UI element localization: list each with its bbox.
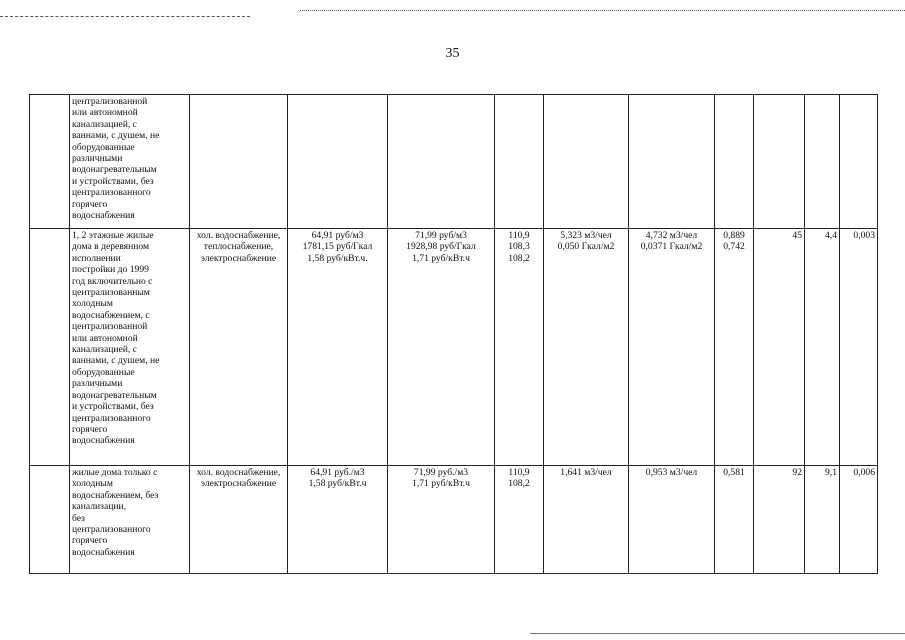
cell-text-line: 64,91 руб/м3 — [311, 230, 364, 241]
cell-value-2 — [805, 95, 840, 229]
cell-text-line: различными — [72, 153, 123, 165]
cell-text-line: 4,732 м3/чел — [645, 230, 698, 241]
scan-artifact-top-left — [0, 16, 250, 17]
cell-tariff-b — [388, 466, 495, 574]
cell-norm-b — [629, 95, 715, 229]
cell-text-line: 110,9 — [508, 467, 530, 478]
cell-text-line: канализации, — [72, 501, 127, 513]
cell-coefficient — [715, 95, 754, 229]
cell-text-line: 1,58 руб/кВт.ч — [308, 478, 367, 490]
cell-text-line: без — [72, 512, 85, 524]
cell-text-line: оборудованные — [72, 366, 135, 378]
cell-text-line: различными — [72, 378, 123, 390]
cell-text-line: 108,3 — [508, 241, 530, 253]
cell-text-line: 0,050 Гкал/м2 — [557, 241, 615, 253]
cell-text-line: электроснабжение — [200, 478, 277, 490]
cell-text-line: 0,0371 Гкал/м2 — [640, 241, 703, 253]
cell-tariff-b — [388, 95, 495, 229]
cell-text-line: водоснабжением, с — [72, 309, 150, 321]
cell-text-line: 0,003 — [853, 230, 875, 241]
cell-text-line: холодным — [72, 478, 113, 490]
cell-empty — [30, 466, 70, 574]
cell-text-line: 1, 2 этажные жилые — [72, 230, 154, 241]
cell-norm-b — [629, 229, 715, 466]
cell-services — [190, 95, 288, 229]
cell-value-1 — [754, 466, 805, 574]
cell-text-line: год включительно с — [72, 275, 153, 287]
cell-text-line: 108,2 — [508, 252, 530, 264]
tariff-table — [29, 94, 878, 574]
cell-text-line: 0,889 — [723, 230, 745, 241]
cell-text-line: водоснабжения — [72, 546, 135, 558]
cell-text-line: ваннами, с душем, не — [72, 355, 160, 367]
cell-text-line: 71,99 руб/м3 — [415, 230, 467, 241]
cell-text-line: ваннами, с душем, не — [72, 130, 160, 142]
cell-text-line: электроснабжение — [200, 252, 277, 264]
cell-text-line: горячего — [72, 535, 108, 547]
cell-services — [190, 466, 288, 574]
cell-tariff-a — [288, 229, 388, 466]
cell-index — [495, 466, 544, 574]
cell-text-line: 1,641 м3/чел — [560, 467, 612, 478]
cell-text-line: 4,4 — [825, 230, 837, 241]
cell-norm-b — [629, 466, 715, 574]
cell-text-line: 1,71 руб/кВт.ч — [412, 252, 470, 264]
cell-text-line: 45 — [792, 230, 802, 241]
cell-text-line: канализацией, с — [72, 344, 137, 356]
cell-text-line: водонагревательным — [72, 389, 157, 401]
cell-text-line: исполнении — [72, 252, 121, 264]
scan-artifact-top-right — [300, 10, 905, 11]
cell-tariff-a — [288, 466, 388, 574]
cell-text-line: 92 — [792, 467, 802, 478]
cell-text-line: горячего — [72, 423, 108, 435]
cell-text-line: 1,58 руб/кВт.ч. — [307, 252, 368, 264]
cell-description — [70, 466, 190, 574]
cell-text-line: и устройствами, без — [72, 401, 154, 413]
cell-value-1 — [754, 95, 805, 229]
cell-text-line: оборудованные — [72, 141, 135, 153]
cell-norm-a — [544, 229, 629, 466]
cell-tariff-b — [388, 229, 495, 466]
cell-text-line: жилые дома только с — [72, 467, 158, 478]
cell-text-line: или автономной — [72, 107, 138, 119]
cell-value-3 — [840, 95, 878, 229]
cell-text-line: водоснабжением, без — [72, 489, 159, 501]
cell-description — [70, 229, 190, 466]
cell-text-line: 1928,98 руб/Гкал — [406, 241, 476, 253]
cell-text-line: 64,91 руб./м3 — [310, 467, 365, 478]
cell-text-line: 71,99 руб./м3 — [413, 467, 469, 478]
cell-description — [70, 95, 190, 229]
cell-text-line: централизованной — [72, 96, 148, 107]
cell-text-line: централизованного — [72, 412, 151, 424]
table-row — [30, 229, 878, 466]
cell-text-line: 110,9 — [508, 230, 530, 241]
cell-tariff-a — [288, 95, 388, 229]
table-row — [30, 466, 878, 574]
cell-text-line: теплоснабжение, — [203, 241, 274, 253]
cell-text-line: 1,71 руб/кВт.ч — [412, 478, 470, 490]
cell-text-line: 108,2 — [508, 478, 530, 490]
cell-value-2 — [805, 466, 840, 574]
cell-text-line: и устройствами, без — [72, 175, 154, 187]
cell-norm-a — [544, 466, 629, 574]
cell-text-line: постройки до 1999 — [72, 264, 149, 276]
cell-text-line: централизованного — [72, 187, 151, 199]
cell-empty — [30, 95, 70, 229]
cell-text-line: 0,742 — [723, 241, 745, 253]
cell-value-3 — [840, 229, 878, 466]
cell-text-line: водонагревательным — [72, 164, 157, 176]
cell-empty — [30, 229, 70, 466]
cell-value-1 — [754, 229, 805, 466]
cell-coefficient — [715, 466, 754, 574]
cell-text-line: централизованной — [72, 321, 148, 333]
table-row — [30, 95, 878, 229]
cell-services — [190, 229, 288, 466]
cell-text-line: 0,006 — [853, 467, 875, 478]
cell-text-line: 0,953 м3/чел — [645, 467, 698, 478]
cell-coefficient — [715, 229, 754, 466]
cell-value-2 — [805, 229, 840, 466]
cell-text-line: 0,581 — [723, 467, 745, 478]
cell-text-line: 1781,15 руб/Гкал — [302, 241, 373, 253]
cell-text-line: холодным — [72, 298, 113, 310]
cell-text-line: водоснабжения — [72, 210, 135, 222]
cell-text-line: горячего — [72, 198, 108, 210]
cell-index — [495, 95, 544, 229]
cell-index — [495, 229, 544, 466]
page-number: 35 — [445, 46, 460, 61]
cell-text-line: 9,1 — [825, 467, 837, 478]
cell-text-line: хол. водоснабжение, — [196, 467, 281, 478]
cell-text-line: дома в деревянном — [72, 241, 150, 253]
cell-norm-a — [544, 95, 629, 229]
scan-artifact-bottom — [530, 633, 905, 634]
cell-text-line: централизованным — [72, 287, 150, 299]
cell-text-line: централизованного — [72, 524, 151, 536]
cell-text-line: канализацией, с — [72, 118, 137, 130]
cell-text-line: 5,323 м3/чел — [560, 230, 612, 241]
cell-text-line: или автономной — [72, 332, 138, 344]
cell-text-line: водоснабжения — [72, 435, 135, 447]
cell-text-line: хол. водоснабжение, — [196, 230, 281, 241]
cell-value-3 — [840, 466, 878, 574]
